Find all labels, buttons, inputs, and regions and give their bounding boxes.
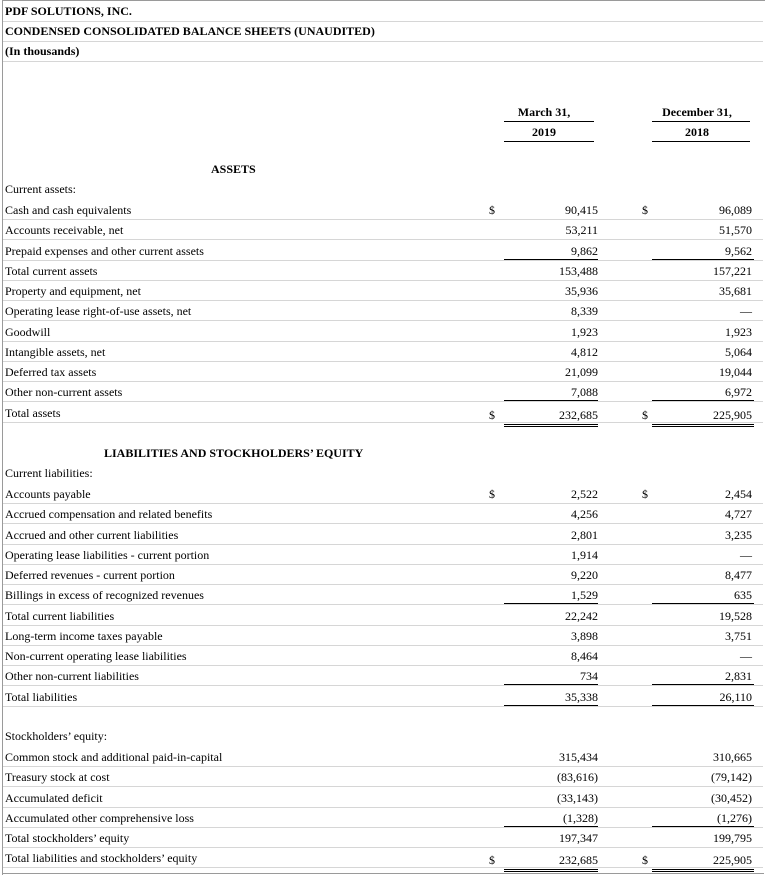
single-underline: [504, 400, 598, 401]
value-march-2019: (83,616): [557, 770, 598, 784]
assets-row-label: Operating lease right-of-use assets, net: [5, 304, 192, 318]
equity-row-label: Treasury stock at cost: [5, 770, 110, 784]
current-assets-label: Current assets:: [5, 182, 76, 196]
value-december-2018: 2,454: [725, 487, 752, 501]
row-divider: [3, 645, 763, 646]
value-march-2019: 197,347: [559, 831, 598, 845]
row-divider: [3, 239, 763, 240]
equity-row-label: Accumulated other comprehensive loss: [5, 811, 194, 825]
value-december-2018: 225,905: [713, 408, 752, 422]
value-december-2018: —: [740, 649, 752, 663]
currency-symbol: $: [489, 853, 495, 867]
value-march-2019: 232,685: [559, 408, 598, 422]
single-underline: [652, 400, 754, 401]
currency-symbol: $: [642, 203, 648, 217]
liabilities-row-label: Billings in excess of recognized revenues: [5, 588, 204, 602]
value-december-2018: 3,235: [725, 528, 752, 542]
value-march-2019: 232,685: [559, 853, 598, 867]
value-december-2018: (30,452): [711, 791, 752, 805]
value-december-2018: 635: [734, 588, 752, 602]
value-december-2018: 26,110: [719, 690, 752, 704]
assets-row-label: Cash and cash equivalents: [5, 203, 132, 217]
liabilities-row-label: Deferred revenues - current portion: [5, 568, 175, 582]
value-december-2018: 6,972: [725, 385, 752, 399]
row-divider: [3, 807, 763, 808]
header-divider: [3, 61, 763, 62]
liabilities-heading: LIABILITIES AND STOCKHOLDERS’ EQUITY: [104, 446, 364, 460]
row-divider: [3, 544, 763, 545]
value-december-2018: —: [740, 548, 752, 562]
equity-row-label: Total stockholders’ equity: [5, 831, 130, 845]
units-note: (In thousands): [5, 44, 80, 58]
row-divider: [3, 361, 763, 362]
equity-row-label: Common stock and additional paid-in-capital: [5, 750, 223, 764]
row-divider: [3, 422, 763, 423]
equity-row-label: Total liabilities and stockholders’ equity: [5, 851, 198, 865]
value-december-2018: 4,727: [725, 507, 752, 521]
assets-row-label: Prepaid expenses and other current assets: [5, 244, 204, 258]
value-march-2019: 153,488: [559, 264, 598, 278]
value-december-2018: 9,562: [725, 244, 752, 258]
row-divider: [3, 260, 763, 261]
liabilities-row-label: Non-current operating lease liabilities: [5, 649, 187, 663]
value-december-2018: 157,221: [713, 264, 752, 278]
row-divider: [3, 503, 763, 504]
value-march-2019: 21,099: [565, 365, 598, 379]
value-december-2018: 96,089: [719, 203, 752, 217]
row-divider: [3, 867, 763, 868]
currency-symbol: $: [489, 487, 495, 501]
header-divider: [3, 41, 763, 42]
value-march-2019: 4,256: [571, 507, 598, 521]
single-underline: [504, 705, 598, 706]
value-december-2018: 8,477: [725, 568, 752, 582]
column-header-december-2018: [642, 105, 752, 139]
currency-symbol: $: [642, 853, 648, 867]
value-december-2018: 19,044: [719, 365, 752, 379]
assets-row-label: Property and equipment, net: [5, 284, 141, 298]
liabilities-row-label: Other non-current liabilities: [5, 669, 139, 683]
current-liabilities-label: Current liabilities:: [5, 466, 93, 480]
assets-row-label: Other non-current assets: [5, 385, 123, 399]
currency-symbol: $: [642, 408, 648, 422]
value-december-2018: 2,831: [725, 669, 752, 683]
row-divider: [3, 706, 763, 707]
column-header-rule: [652, 141, 750, 142]
row-divider: [3, 381, 763, 382]
single-underline: [652, 826, 754, 827]
value-march-2019: 1,923: [571, 325, 598, 339]
single-underline: [652, 705, 754, 706]
header-divider: [3, 21, 763, 22]
double-underline: [652, 869, 754, 872]
value-march-2019: 8,339: [571, 304, 598, 318]
row-divider: [3, 280, 763, 281]
value-march-2019: (33,143): [557, 791, 598, 805]
value-december-2018: —: [740, 304, 752, 318]
row-divider: [3, 341, 763, 342]
single-underline: [504, 603, 598, 604]
row-divider: [3, 665, 763, 666]
liabilities-row-label: Operating lease liabilities - current portion: [5, 548, 210, 562]
column-header-rule: [504, 141, 594, 142]
value-march-2019: 4,812: [571, 345, 598, 359]
row-divider: [3, 219, 763, 220]
bottom-border: [2, 873, 764, 874]
column-header-line2: 2018: [685, 125, 709, 139]
single-underline: [504, 259, 598, 260]
row-divider: [3, 786, 763, 787]
assets-row-label: Intangible assets, net: [5, 345, 106, 359]
value-march-2019: 35,936: [565, 284, 598, 298]
value-december-2018: (79,142): [711, 770, 752, 784]
double-underline: [504, 424, 598, 427]
value-march-2019: 35,338: [565, 690, 598, 704]
value-march-2019: 3,898: [571, 629, 598, 643]
double-underline: [504, 869, 598, 872]
liabilities-row-label: Accounts payable: [5, 487, 91, 501]
row-divider: [3, 584, 763, 585]
value-december-2018: 225,905: [713, 853, 752, 867]
value-march-2019: (1,328): [563, 811, 598, 825]
row-divider: [3, 625, 763, 626]
statement-title: CONDENSED CONSOLIDATED BALANCE SHEETS (UNAUDITED): [5, 24, 375, 38]
column-header-rule: [652, 121, 750, 122]
assets-heading: ASSETS: [211, 162, 256, 176]
row-divider: [3, 401, 763, 402]
assets-row-label: Accounts receivable, net: [5, 223, 124, 237]
single-underline: [652, 259, 754, 260]
row-divider: [3, 300, 763, 301]
assets-row-label: Total current assets: [5, 264, 98, 278]
row-divider: [3, 847, 763, 848]
assets-row-label: Goodwill: [5, 325, 51, 339]
assets-row-label: Deferred tax assets: [5, 365, 97, 379]
value-december-2018: 35,681: [719, 284, 752, 298]
double-underline: [652, 424, 754, 427]
row-divider: [3, 523, 763, 524]
value-december-2018: 19,528: [719, 609, 752, 623]
value-march-2019: 8,464: [571, 649, 598, 663]
value-december-2018: 310,665: [713, 750, 752, 764]
value-december-2018: 1,923: [725, 325, 752, 339]
value-march-2019: 9,862: [571, 244, 598, 258]
column-header-line1: December 31,: [662, 105, 732, 119]
liabilities-row-label: Total liabilities: [5, 690, 78, 704]
value-march-2019: 90,415: [565, 203, 598, 217]
column-header-march-2019: [489, 105, 599, 139]
single-underline: [652, 684, 754, 685]
assets-row-label: Total assets: [5, 406, 61, 420]
value-march-2019: 2,801: [571, 528, 598, 542]
row-divider: [3, 827, 763, 828]
value-march-2019: 53,211: [565, 223, 598, 237]
value-december-2018: 199,795: [713, 831, 752, 845]
liabilities-row-label: Long-term income taxes payable: [5, 629, 163, 643]
single-underline: [504, 826, 598, 827]
row-divider: [3, 564, 763, 565]
value-march-2019: 315,434: [559, 750, 598, 764]
column-header-line1: March 31,: [517, 105, 571, 119]
currency-symbol: $: [489, 203, 495, 217]
row-divider: [3, 766, 763, 767]
liabilities-row-label: Total current liabilities: [5, 609, 115, 623]
column-header-line2: 2019: [532, 125, 556, 139]
stockholders-equity-label: Stockholders’ equity:: [5, 729, 108, 743]
value-march-2019: 22,242: [565, 609, 598, 623]
value-december-2018: 51,570: [719, 223, 752, 237]
currency-symbol: $: [489, 408, 495, 422]
value-march-2019: 2,522: [571, 487, 598, 501]
value-march-2019: 9,220: [571, 568, 598, 582]
currency-symbol: $: [642, 487, 648, 501]
row-divider: [3, 604, 763, 605]
column-header-rule: [504, 121, 594, 122]
row-divider: [3, 320, 763, 321]
liabilities-row-label: Accrued compensation and related benefits: [5, 507, 213, 521]
value-december-2018: (1,276): [717, 811, 752, 825]
value-december-2018: 5,064: [725, 345, 752, 359]
value-march-2019: 1,914: [571, 548, 598, 562]
row-divider: [3, 685, 763, 686]
single-underline: [504, 684, 598, 685]
value-december-2018: 3,751: [725, 629, 752, 643]
value-march-2019: 1,529: [571, 588, 598, 602]
equity-row-label: Accumulated deficit: [5, 791, 103, 805]
value-march-2019: 734: [580, 669, 598, 683]
company-name: PDF SOLUTIONS, INC.: [5, 4, 132, 18]
liabilities-row-label: Accrued and other current liabilities: [5, 528, 179, 542]
single-underline: [652, 603, 754, 604]
value-march-2019: 7,088: [571, 385, 598, 399]
